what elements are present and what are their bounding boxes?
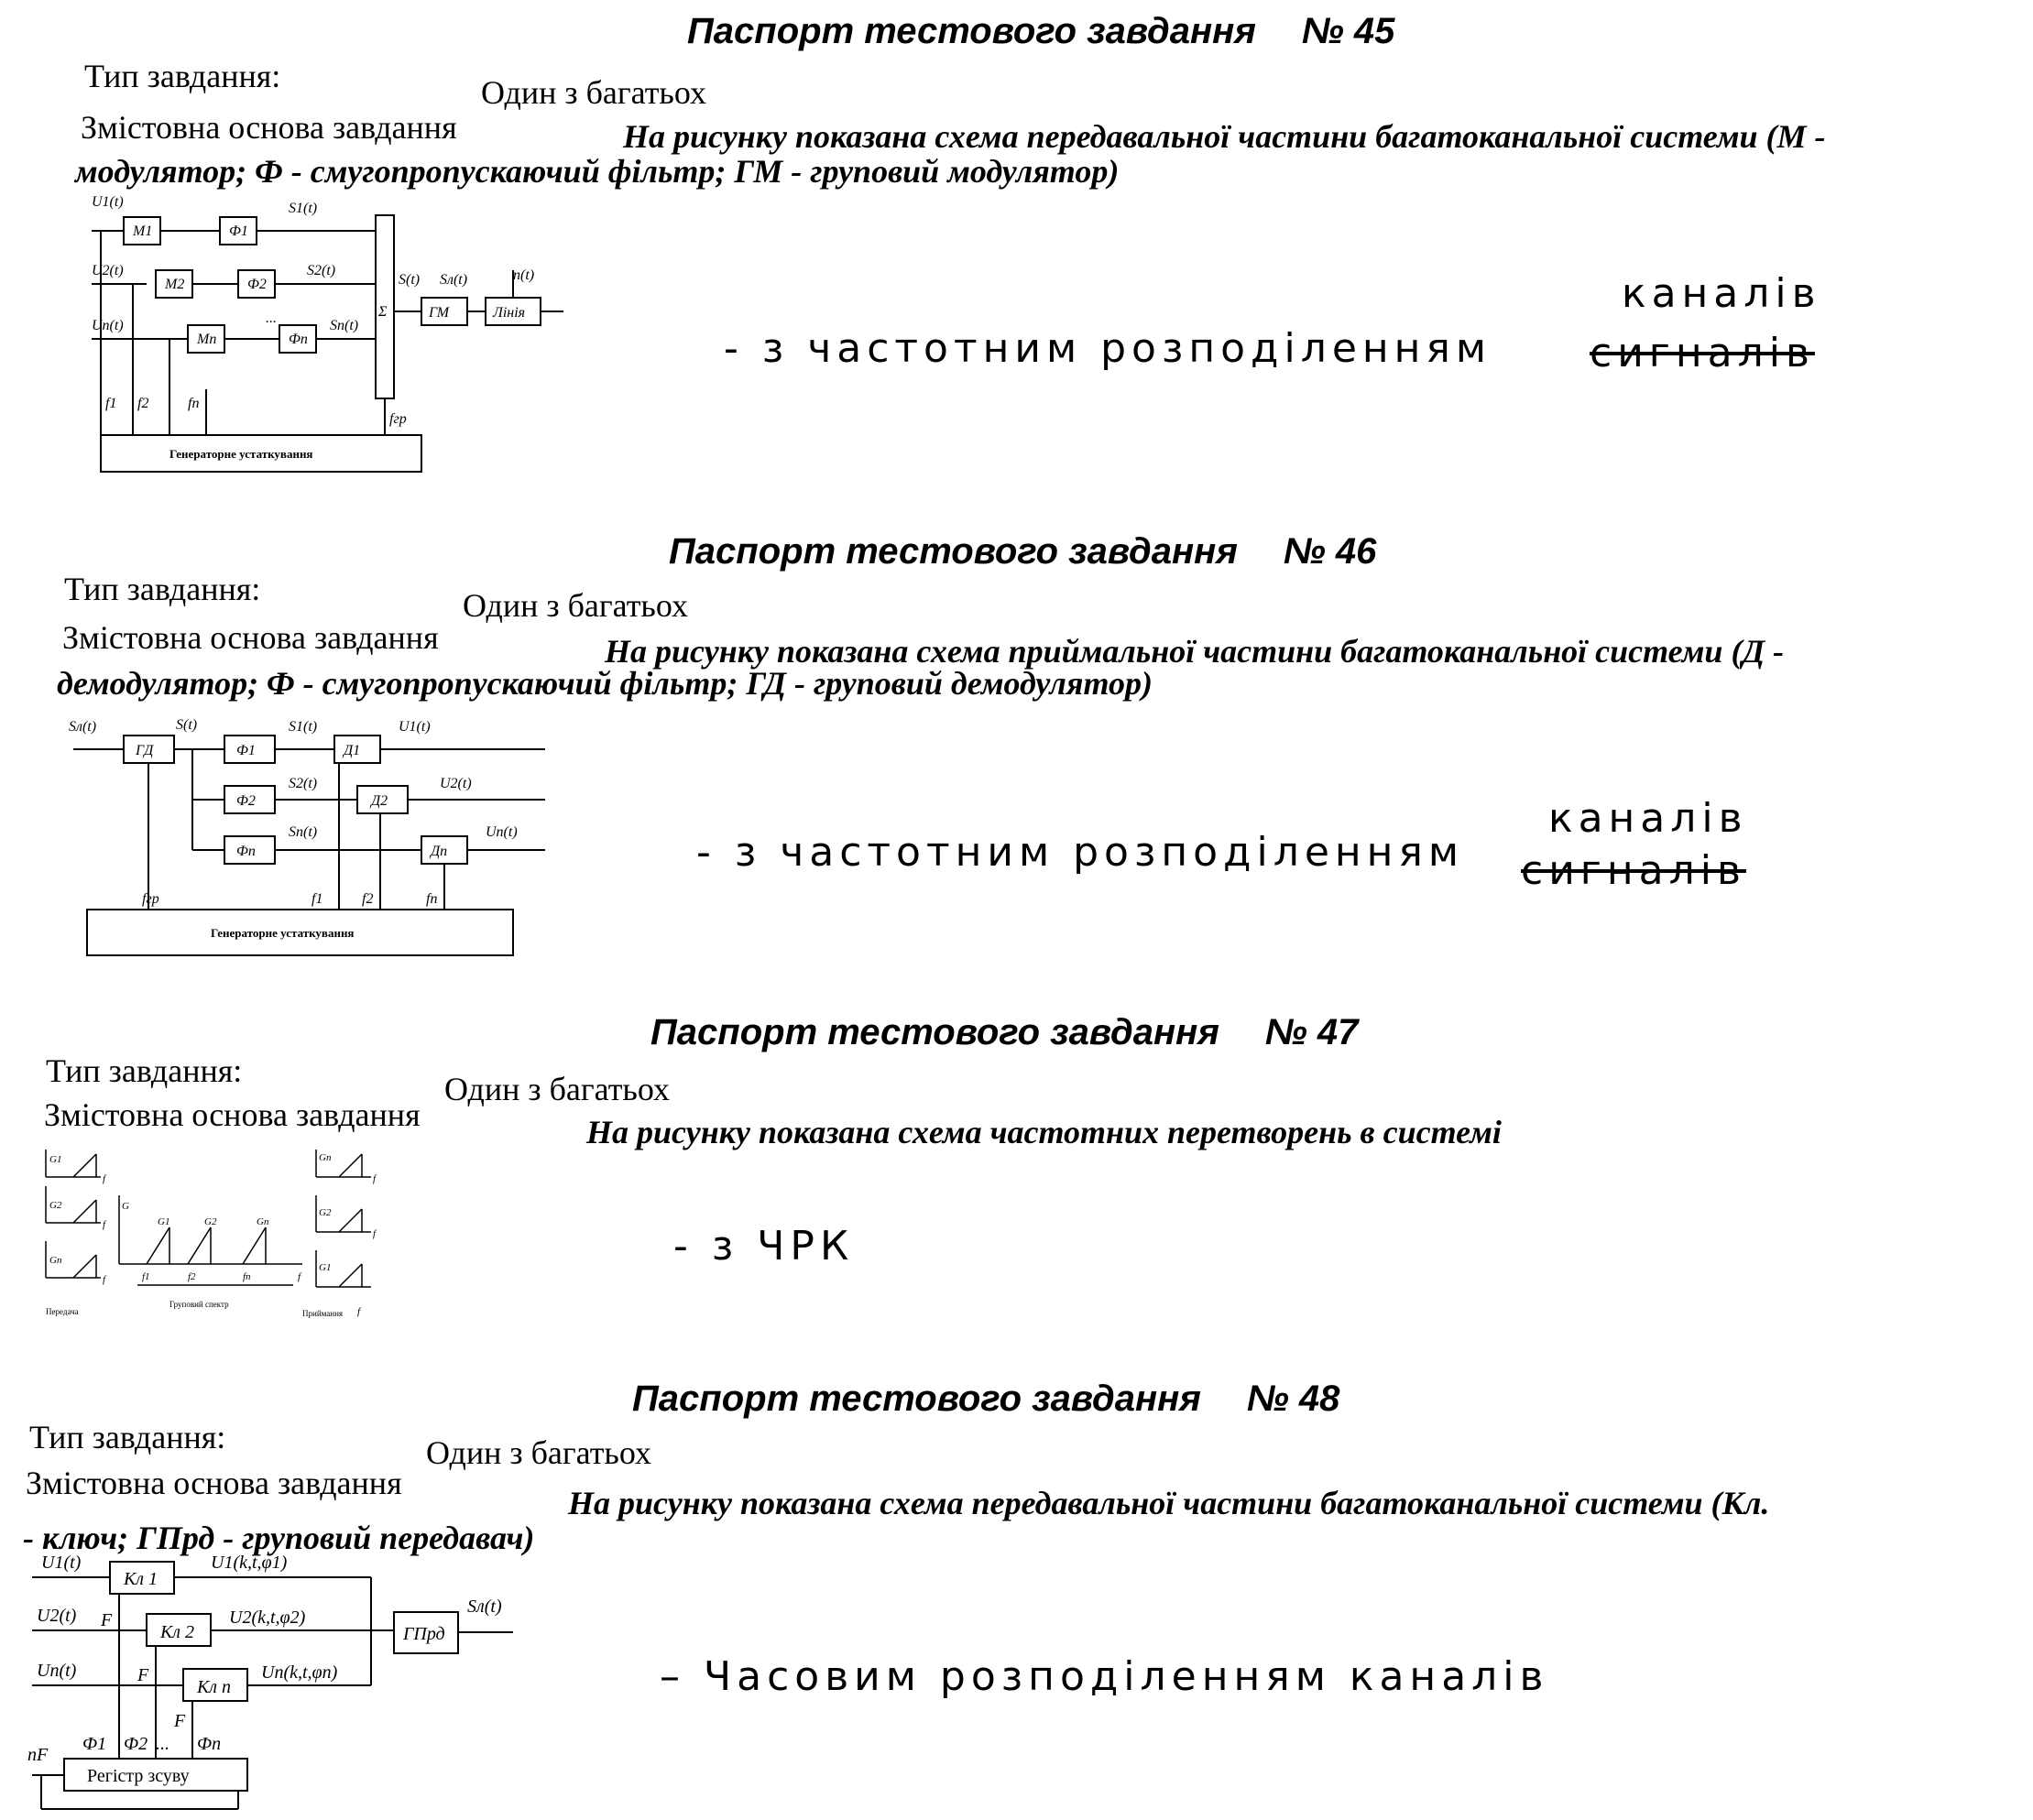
input-un: Un(t): [37, 1661, 77, 1681]
description-line1: На рисунку показана схема передавальної частини багатоканальної системи (Кл.: [568, 1485, 1770, 1521]
label-group-spectrum: Груповий спектр: [169, 1300, 229, 1309]
transmitter-fdm-diagram: [82, 183, 577, 476]
signal-s2: S2(t): [307, 263, 336, 278]
key-2: Кл 2: [160, 1622, 195, 1642]
ellipsis: ...: [156, 1734, 169, 1754]
type-value: Один з багатьох: [444, 1071, 670, 1107]
output-u2: U2(t): [440, 776, 472, 791]
input-u2: U2(t): [37, 1606, 77, 1626]
receiver-fdm-diagram: [64, 703, 559, 969]
title-text: Паспорт тестового завдання: [687, 11, 1256, 51]
basis-label: Змістовна основа завдання: [26, 1465, 402, 1501]
freq-f1: f1: [312, 891, 323, 907]
group-demodulator: ГД: [136, 743, 154, 758]
description-line1: На рисунку показана схема частотних перетворень в системі: [586, 1114, 1502, 1150]
filter-2: Ф2: [236, 793, 256, 809]
left-g1: G1: [49, 1154, 62, 1165]
input-u1-label: U1(t): [92, 194, 124, 210]
axis-f-2: f: [103, 1219, 106, 1230]
generator-label: Генераторне устаткування: [169, 447, 313, 461]
phase-n: Фn: [197, 1734, 222, 1754]
center-gn: Gn: [257, 1216, 269, 1227]
type-value: Один з багатьох: [463, 587, 688, 624]
center-g2: G2: [204, 1216, 217, 1227]
sum-symbol: Σ: [378, 304, 388, 320]
left-gn: Gn: [49, 1255, 62, 1266]
correction-word: каналів: [1622, 270, 1821, 317]
modulator-2: M2: [165, 277, 185, 292]
axis-f-4: f: [373, 1173, 377, 1184]
output-u1: U1(t): [399, 719, 431, 735]
freq-f1: f1: [105, 396, 117, 411]
freq-f: f: [298, 1271, 301, 1282]
right-g1: G1: [319, 1262, 332, 1273]
task-title: [669, 531, 1376, 572]
center-g1: G1: [158, 1216, 170, 1227]
shift-register: Регістр зсуву: [87, 1766, 190, 1786]
signal-s2: S2(t): [289, 776, 318, 791]
type-label: Тип завдання:: [29, 1419, 226, 1455]
generator-label: Генераторне устаткування: [211, 926, 355, 940]
output-un: Un(t): [486, 824, 518, 840]
transmitter-output: Sл(t): [467, 1597, 502, 1617]
correction-word: каналів: [1548, 795, 1748, 842]
signal-s1: S1(t): [289, 719, 318, 735]
line-block: Лінія: [493, 305, 526, 321]
task-number: № 47: [1264, 1012, 1359, 1052]
signal-sn: Sn(t): [289, 824, 318, 840]
freq-fn: fn: [243, 1271, 251, 1282]
signal-s1: S1(t): [289, 201, 318, 216]
clock-f-1: F: [101, 1610, 113, 1630]
type-label: Тип завдання:: [64, 571, 261, 607]
freq-f2: f2: [137, 396, 149, 411]
group-transmitter: ГПрд: [403, 1624, 445, 1644]
axis-f-6: f: [357, 1306, 361, 1317]
left-g2: G2: [49, 1200, 62, 1211]
clock-f-2: F: [137, 1665, 149, 1685]
group-signal-label: S(t): [176, 717, 198, 733]
task-title: [650, 1012, 1358, 1053]
basis-label: Змістовна основа завдання: [62, 619, 439, 656]
axis-f-1: f: [103, 1173, 106, 1184]
input-u1: U1(t): [41, 1553, 82, 1573]
freq-f2: f2: [188, 1271, 196, 1282]
freq-fgr: fгр: [142, 891, 159, 907]
clock-f-3: F: [174, 1711, 186, 1731]
description-line2: демодулятор; Ф - смугопропускаючий фільтр; ГД - груповий демодулятор): [57, 665, 1153, 702]
filter-1: Ф1: [236, 743, 256, 758]
title-text: Паспорт тестового завдання: [632, 1379, 1201, 1419]
filter-2: Ф2: [247, 277, 267, 292]
freq-fgr: fгр: [389, 411, 407, 427]
title-text: Паспорт тестового завдання: [669, 531, 1238, 572]
description-line1: На рисунку показана схема передавальної частини багатоканальної системи (М -: [623, 118, 1826, 155]
phase-1: Ф1: [82, 1734, 107, 1754]
freq-f2: f2: [362, 891, 374, 907]
freq-fn: fn: [188, 396, 200, 411]
handwritten-answer: - з частотним розподіленням: [724, 325, 1492, 372]
key-1: Кл 1: [124, 1569, 158, 1589]
description-line2: - ключ; ГПрд - груповий передавач): [23, 1520, 535, 1556]
right-gn: Gn: [319, 1152, 332, 1163]
struck-word: сигналів: [1521, 847, 1746, 894]
key-n: Кл n: [197, 1677, 232, 1697]
phase-2: Ф2: [124, 1734, 148, 1754]
frequency-conversion-diagram: [37, 1140, 403, 1324]
struck-word: сигналів: [1590, 330, 1815, 376]
title-text: Паспорт тестового завдання: [650, 1012, 1219, 1052]
label-transmit: Передача: [46, 1307, 79, 1316]
axis-f-5: f: [373, 1228, 377, 1239]
output-un: Un(k,t,φn): [261, 1662, 338, 1683]
sum-output-label: S(t): [399, 272, 421, 288]
line-signal-label: Sл(t): [440, 272, 468, 288]
right-g2: G2: [319, 1207, 332, 1218]
modulator-n: Mn: [197, 332, 217, 347]
demodulator-n: Дn: [431, 844, 448, 859]
type-value: Один з багатьох: [481, 74, 706, 111]
output-u1: U1(k,t,φ1): [211, 1553, 288, 1573]
handwritten-answer: - з ЧРК: [673, 1223, 855, 1270]
freq-f1: f1: [142, 1271, 150, 1282]
input-u2-label: U2(t): [92, 263, 124, 278]
task-number: № 45: [1301, 11, 1395, 51]
modulator-1: M1: [133, 223, 153, 239]
description-line1: На рисунку показана схема приймальної частини багатоканальної системи (Д -: [605, 633, 1785, 670]
input-un-label: Un(t): [92, 318, 124, 333]
signal-sn: Sn(t): [330, 318, 359, 333]
freq-fn: fn: [426, 891, 438, 907]
type-label: Тип завдання:: [46, 1052, 243, 1089]
basis-label: Змістовна основа завдання: [44, 1096, 421, 1133]
label-receive: Приймання: [302, 1309, 344, 1318]
demodulator-2: Д2: [371, 793, 388, 809]
task-title: [687, 11, 1394, 52]
filter-1: Ф1: [229, 223, 248, 239]
axis-f-3: f: [103, 1274, 106, 1285]
task-title: [632, 1379, 1339, 1420]
transmitter-tdm-diagram: [27, 1548, 541, 1814]
center-axis-g: G: [122, 1201, 129, 1212]
handwritten-answer: - з частотним розподіленням: [696, 829, 1465, 876]
input-label: Sл(t): [69, 719, 97, 735]
basis-label: Змістовна основа завдання: [81, 109, 457, 146]
demodulator-1: Д1: [344, 743, 361, 758]
group-modulator: ГМ: [429, 305, 450, 321]
task-number: № 46: [1283, 531, 1377, 572]
handwritten-answer: – Часовим розподіленням каналів: [660, 1653, 1549, 1700]
type-label: Тип завдання:: [84, 58, 281, 94]
output-u2: U2(k,t,φ2): [229, 1607, 306, 1628]
filter-n: Фn: [236, 844, 256, 859]
noise-label: n(t): [513, 267, 535, 283]
ellipsis: ...: [266, 311, 277, 326]
task-number: № 48: [1246, 1379, 1340, 1419]
description-line2: модулятор; Ф - смугопропускаючий фільтр; ГМ - груповий модулятор): [75, 153, 1120, 190]
clock-nf: nF: [27, 1745, 49, 1765]
filter-n: Фn: [289, 332, 308, 347]
type-value: Один з багатьох: [426, 1434, 651, 1471]
